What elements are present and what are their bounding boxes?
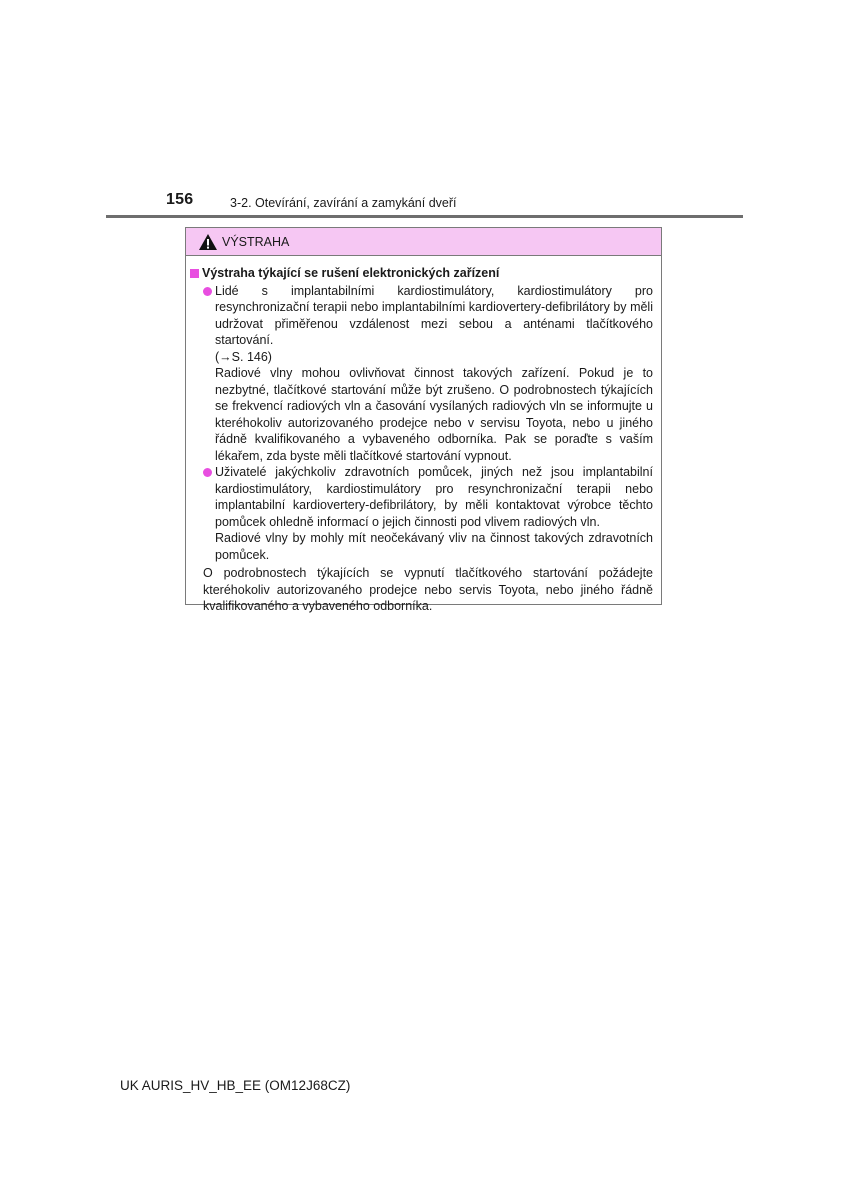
warning-body — [186, 256, 661, 615]
warning-subheading-text: Výstraha týkající se rušení elektronických zařízení — [202, 266, 500, 280]
paragraph: Radiové vlny mohou ovlivňovat činnost takových zařízení. Pokud je to nezbytné, tlačítkové startování může být zrušeno. O podrobnostech týkajících se frekvencí radiových vln a časování vysílaných radiových vln se informujte u kteréhokoliv autorizovaného prodejce nebo v servisu Toyota, nebo u jiného řádně kvalifikovaného a vybaveného odborníka. Pak se poraďte s vaším lékařem, zda byste měli tlačítkové startování vypnout. — [215, 366, 653, 463]
list-item — [190, 464, 653, 563]
circle-bullet-icon — [203, 468, 212, 477]
warning-box — [185, 227, 662, 613]
page-number: 156 — [166, 191, 194, 208]
paragraph: Uživatelé jakýchkoliv zdravotních pomůcek, jiných než jsou implantabilní kardiostimulátory, kardiostimulátory pro resynchronizační terapii nebo implantabilní kardiovertery-defibrilátory, by měli kontaktovat výrobce těchto pomůcek ohledně informací o jejich činnosti pod vlivem radiových vln. — [215, 465, 653, 529]
closing-paragraph: O podrobnostech týkajících se vypnutí tlačítkového startování požádejte kteréhokoliv autorizovaného prodejce nebo servis Toyota, nebo jiného řádně kvalifikovaného a vybaveného odborníka. — [203, 566, 653, 613]
warning-subheading — [190, 265, 653, 282]
warning-header — [186, 228, 661, 256]
paragraph: Radiové vlny by mohly mít neočekávaný vliv na činnost takových zdravotních pomůcek. — [215, 531, 653, 562]
section-title: 3-2. Otevírání, zavírání a zamykání dveří — [230, 196, 457, 210]
warning-label: VÝSTRAHA — [222, 234, 290, 249]
header-divider — [106, 215, 743, 218]
list-item — [190, 283, 653, 465]
paragraph: Lidé s implantabilními kardiostimulátory, kardiostimulátory pro resynchronizační terapii nebo implantabilními kardiovertery-defibrilátory by měli udržovat přiměřenou vzdálenost mezi sebou a anténami tlačítkového startování. — [215, 283, 653, 347]
page-reference: (→S. 146) — [215, 349, 272, 364]
warning-triangle-icon — [198, 233, 218, 251]
circle-bullet-icon — [203, 287, 212, 296]
footer-model-code: UK AURIS_HV_HB_EE (OM12J68CZ) — [120, 1078, 351, 1093]
square-bullet-icon — [190, 269, 199, 278]
